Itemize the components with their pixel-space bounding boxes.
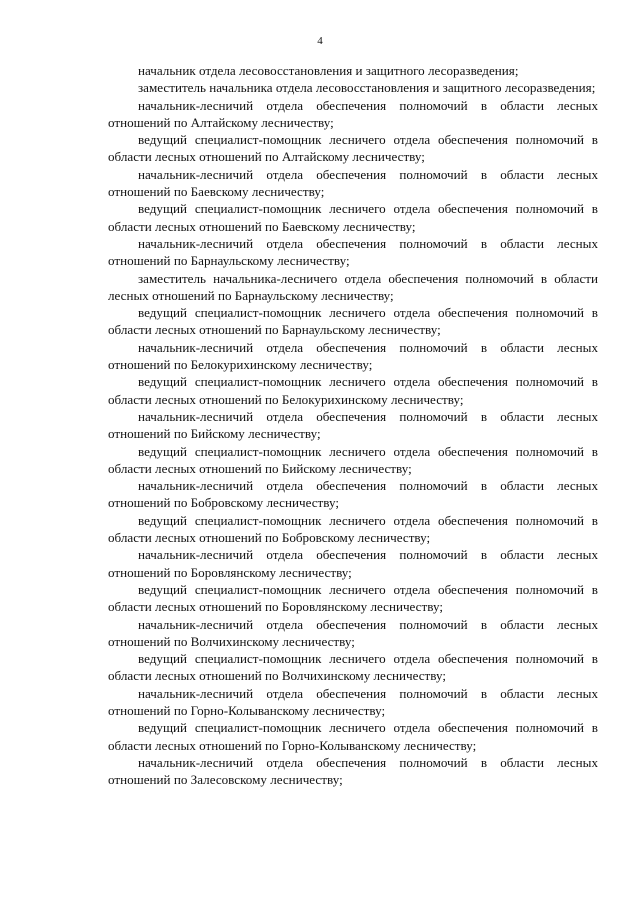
list-item: ведущий специалист-помощник лесничего отдела обеспечения полномочий в области лесных отношений по Барнаульскому лесничеству; bbox=[108, 305, 598, 338]
list-item: ведущий специалист-помощник лесничего отдела обеспечения полномочий в области лесных отношений по Боровлянскому лесничеству; bbox=[108, 581, 598, 615]
list-item: начальник-лесничий отдела обеспечения полномочий в области лесных отношений по Бобровскому лесничеству; bbox=[108, 478, 598, 511]
list-item: начальник-лесничий отдела обеспечения полномочий в области лесных отношений по Баевскому лесничеству; bbox=[108, 166, 598, 200]
list-item: ведущий специалист-помощник лесничего отдела обеспечения полномочий в области лесных отношений по Белокурихинскому лесничеству; bbox=[108, 374, 598, 407]
position-list bbox=[108, 62, 598, 788]
list-item: начальник-лесничий отдела обеспечения полномочий в области лесных отношений по Волчихинскому лесничеству; bbox=[108, 616, 598, 649]
list-item: начальник-лесничий отдела обеспечения полномочий в области лесных отношений по Белокурихинскому лесничеству; bbox=[108, 339, 598, 373]
list-item: начальник-лесничий отдела обеспечения полномочий в области лесных отношений по Алтайскому лесничеству; bbox=[108, 97, 598, 130]
list-item: заместитель начальника отдела лесовосстановления и защитного лесоразведения; bbox=[138, 80, 596, 96]
list-item: ведущий специалист-помощник лесничего отдела обеспечения полномочий в области лесных отношений по Волчихинскому лесничеству; bbox=[108, 651, 598, 684]
list-item: ведущий специалист-помощник лесничего отдела обеспечения полномочий в области лесных отношений по Бийскому лесничеству; bbox=[108, 443, 598, 476]
list-item: начальник отдела лесовосстановления и защитного лесоразведения; bbox=[138, 63, 519, 78]
list-item: ведущий специалист-помощник лесничего отдела обеспечения полномочий в области лесных отношений по Баевскому лесничеству; bbox=[108, 201, 598, 234]
list-item: начальник-лесничий отдела обеспечения полномочий в области лесных отношений по Боровлянскому лесничеству; bbox=[108, 547, 598, 580]
list-item: ведущий специалист-помощник лесничего отдела обеспечения полномочий в области лесных отношений по Алтайскому лесничеству; bbox=[108, 132, 598, 165]
page-number: 4 bbox=[317, 35, 323, 47]
list-item: начальник-лесничий отдела обеспечения полномочий в области лесных отношений по Барнаульскому лесничеству; bbox=[108, 235, 598, 269]
list-item: начальник-лесничий отдела обеспечения полномочий в области лесных отношений по Залесовскому лесничеству; bbox=[108, 754, 598, 788]
list-item: начальник-лесничий отдела обеспечения полномочий в области лесных отношений по Горно-Колыванскому лесничеству; bbox=[108, 685, 598, 718]
list-item: ведущий специалист-помощник лесничего отдела обеспечения полномочий в области лесных отношений по Горно-Колыванскому лесничеству; bbox=[108, 720, 598, 753]
list-item: ведущий специалист-помощник лесничего отдела обеспечения полномочий в области лесных отношений по Бобровскому лесничеству; bbox=[108, 512, 598, 546]
list-item: заместитель начальника-лесничего отдела обеспечения полномочий в области лесных отношений по Барнаульскому лесничеству; bbox=[108, 270, 598, 303]
list-item: начальник-лесничий отдела обеспечения полномочий в области лесных отношений по Бийскому лесничеству; bbox=[108, 408, 598, 442]
